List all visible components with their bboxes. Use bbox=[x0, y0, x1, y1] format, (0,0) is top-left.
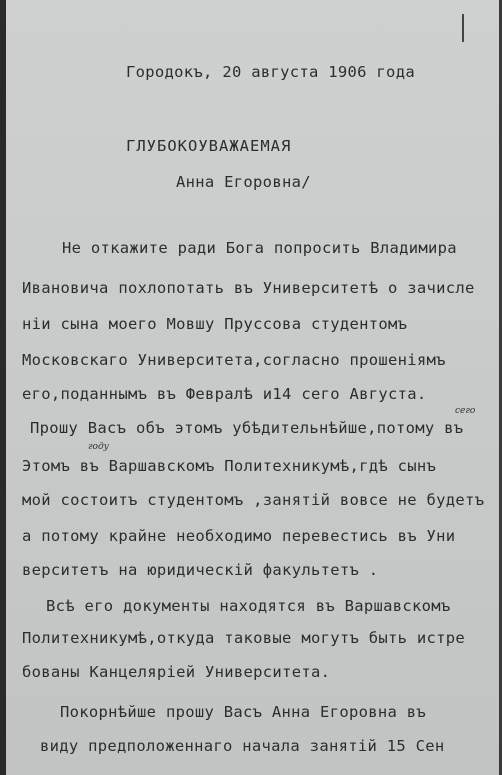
salutation-name: Анна Егоровна/ bbox=[176, 173, 311, 191]
body-line: Не откажите ради Бога попросить Владимира bbox=[62, 239, 457, 257]
body-line: Политехникумѣ,откуда таковые могутъ быть истре bbox=[22, 629, 466, 647]
handwritten-note: году bbox=[88, 442, 109, 452]
body-line: Этомъ въ Варшавскомъ Политехникумѣ,гдѣ сынъ bbox=[22, 457, 437, 475]
salutation-title: ГЛУБОКОУВАЖАЕМАЯ bbox=[126, 137, 292, 155]
body-line: его,поданнымъ въ Февралѣ и14 сего Августа. bbox=[22, 385, 427, 403]
body-line: а потому крайне необходимо перевестись въ Уни bbox=[22, 527, 456, 545]
body-line: верситетъ на юридическiй факультетъ . bbox=[22, 561, 379, 579]
body-line: Прошу Васъ объ этомъ убѣдительнѣйше,потому въ bbox=[30, 419, 464, 437]
handwritten-note: сего bbox=[455, 406, 476, 416]
body-line: Всѣ его документы находятся въ Варшавскомъ bbox=[46, 597, 451, 615]
body-line: Московскаго Университета,согласно прошенiямъ bbox=[22, 351, 446, 369]
body-line: Ивановича похлопотать въ Университетѣ о зачисле bbox=[22, 279, 475, 297]
date-line: Городокъ, 20 августа 1906 года bbox=[126, 63, 415, 81]
scan-border-left bbox=[0, 0, 6, 775]
body-line: виду предположеннаго начала занятiй 15 Сен bbox=[40, 737, 445, 755]
body-line: бованы Канцелярiей Университета. bbox=[22, 663, 331, 681]
body-line: мой состоитъ студентомъ ,занятiй вовсе не будетъ bbox=[22, 491, 485, 509]
scan-mark bbox=[462, 14, 464, 42]
body-line: нiи сына моего Мовшу Пруссова студентомъ bbox=[22, 315, 408, 333]
body-line: Покорнѣйше прошу Васъ Анна Егоровна въ bbox=[60, 703, 427, 721]
